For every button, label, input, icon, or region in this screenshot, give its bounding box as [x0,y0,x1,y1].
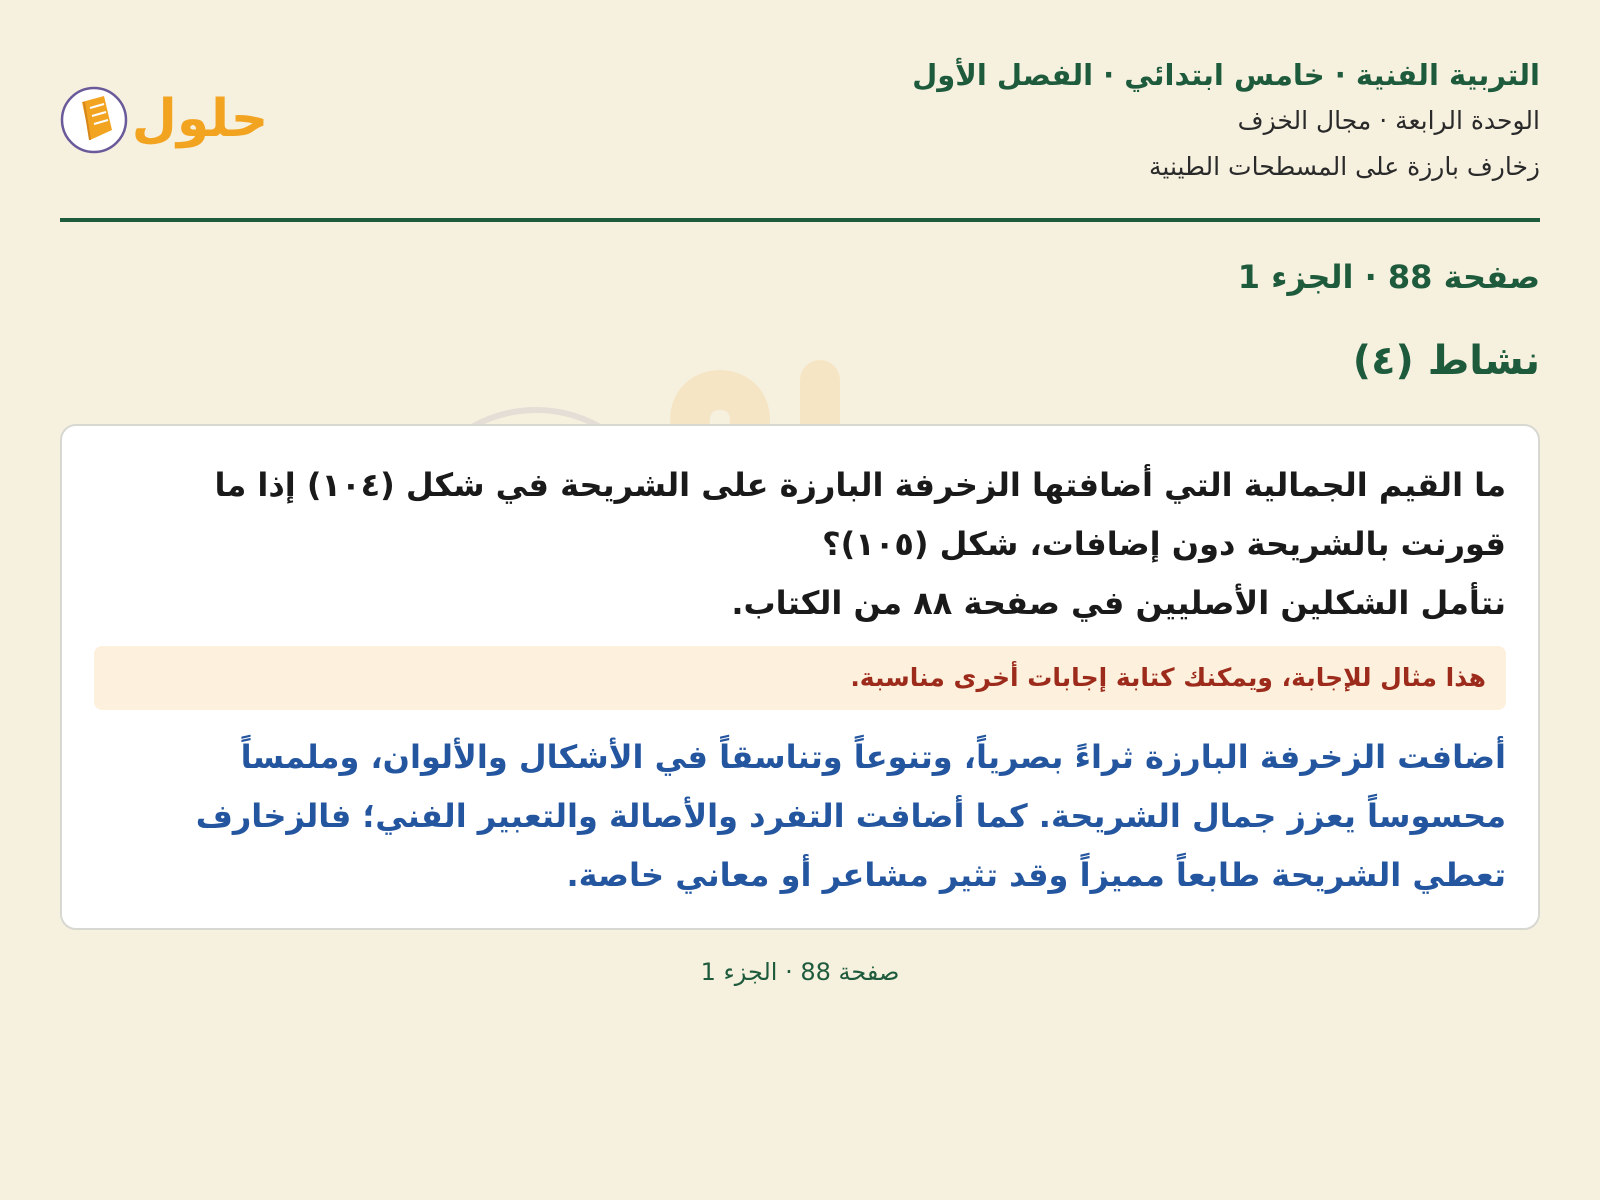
example-answer-note: هذا مثال للإجابة، ويمكنك كتابة إجابات أخرى مناسبة. [94,646,1506,710]
book-logo-icon [62,88,126,152]
activity-title: نشاط (٤) [1352,338,1540,384]
question-line: قورنت بالشريحة دون إضافات، شكل (١٠٥)؟ [822,525,1506,563]
page-header [60,52,1540,222]
subject-title: التربية الفنية · خامس ابتدائي · الفصل الأول [912,58,1540,92]
answer-text [122,728,1506,905]
answer-line: تعطي الشريحة طابعاً مميزاً وقد تثير مشاعر أو معاني خاصة. [566,856,1506,894]
unit-line: الوحدة الرابعة · مجال الخزف [1237,106,1540,135]
page-footer: صفحة 88 · الجزء 1 [700,958,900,986]
site-logo [60,80,280,160]
page-reference: صفحة 88 · الجزء 1 [1237,258,1540,296]
logo-text: حلول [131,89,269,149]
header-divider [60,218,1540,222]
question-text [122,456,1506,633]
activity-card [60,424,1540,930]
lesson-title: زخارف بارزة على المسطحات الطينية [1149,152,1540,181]
answer-line: محسوساً يعزز جمال الشريحة. كما أضافت التفرد والأصالة والتعبير الفني؛ فالزخارف [195,797,1506,835]
question-line: نتأمل الشكلين الأصليين في صفحة ٨٨ من الكتاب. [731,584,1506,622]
header-text [912,52,1540,190]
page [60,0,1540,1200]
question-line: ما القيم الجمالية التي أضافتها الزخرفة البارزة على الشريحة في شكل (١٠٤) إذا ما [214,466,1506,504]
answer-line: أضافت الزخرفة البارزة ثراءً بصرياً، وتنوعاً وتناسقاً في الأشكال والألوان، وملمساً [240,738,1506,776]
